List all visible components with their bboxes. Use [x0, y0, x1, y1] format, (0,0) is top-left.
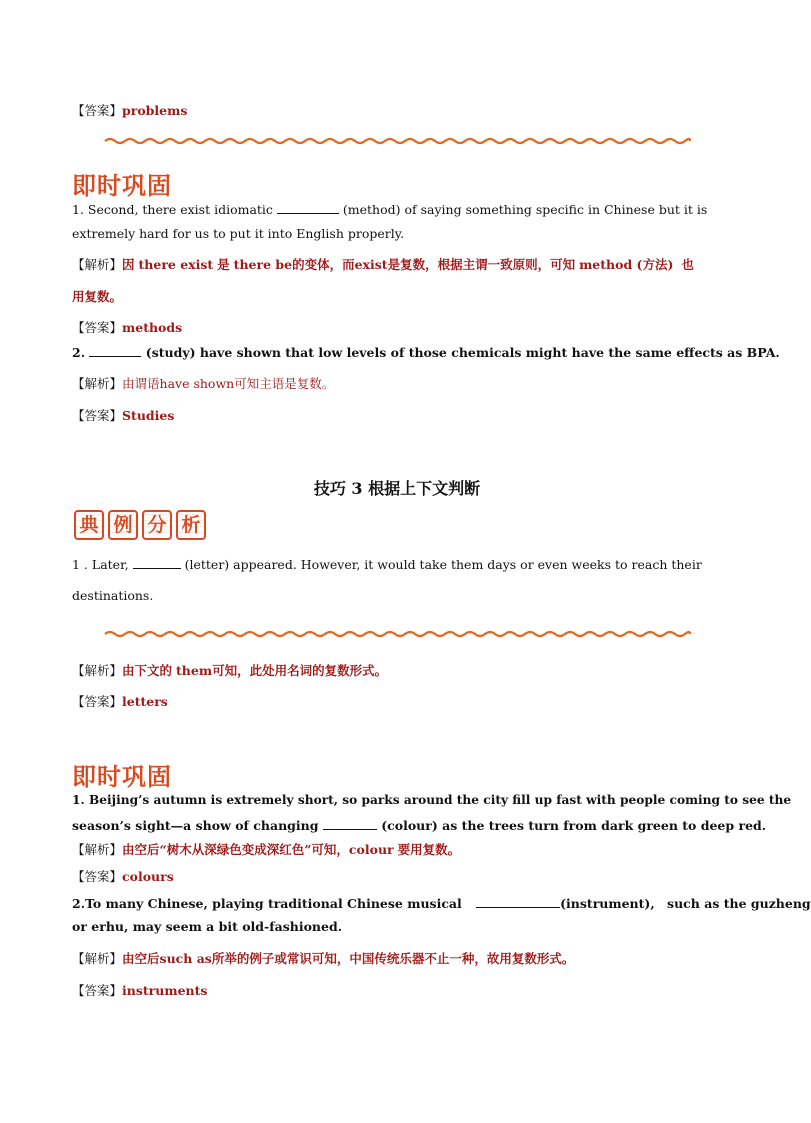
- analysis-2b: [72, 951, 724, 967]
- question-1b-cont: [72, 817, 767, 834]
- question-text: (instrument),: [560, 896, 655, 911]
- question-text: (letter) appeared. However, it would take them days or even weeks to reach their: [184, 557, 702, 572]
- analysis-label: 【解析】: [72, 842, 123, 857]
- answer-1a: [72, 320, 724, 336]
- section-title: 技巧 3 根据上下文判断: [313, 479, 481, 498]
- analysis-text: 由下文的: [122, 663, 173, 678]
- analysis-text: 由谓语: [122, 376, 160, 391]
- question-1b: [72, 792, 792, 808]
- analysis-text: 要用复数。: [397, 842, 461, 857]
- stamp-char: 典: [74, 510, 104, 540]
- analysis-1a: [72, 257, 724, 273]
- question-text: (study) have shown that low levels of those chemicals might have the same effects as BPA.: [145, 345, 780, 360]
- analysis-keyword: such as: [159, 951, 212, 966]
- wavy-divider: [105, 630, 690, 638]
- analysis-keyword: method (方法): [579, 257, 674, 272]
- stamp-char: 例: [108, 510, 138, 540]
- answer-ex1: [72, 694, 724, 710]
- question-text: To many Chinese, playing traditional Chinese musical: [85, 896, 462, 911]
- answer-value: problems: [122, 103, 188, 118]
- answer-label: 【答案】: [72, 408, 123, 423]
- question-1a-cont: extremely hard for us to put it into English properly.: [72, 226, 405, 241]
- example-1-cont: destinations.: [72, 588, 154, 603]
- analysis-keyword: have shown: [159, 376, 235, 391]
- analysis-keyword: exist: [354, 257, 388, 272]
- answer-1b: [72, 869, 724, 885]
- stamp-practice: [72, 757, 172, 792]
- example-1: [72, 556, 724, 573]
- answer-value: Studies: [122, 408, 175, 423]
- analysis-text: 由空后: [122, 951, 160, 966]
- answer-blank: [89, 344, 141, 357]
- stamp-char: 析: [176, 510, 206, 540]
- question-number: 1.: [72, 793, 85, 807]
- question-2b: [72, 895, 811, 912]
- question-text: Later,: [91, 557, 129, 572]
- analysis-text: 的变体，而: [292, 257, 355, 272]
- answer-value: letters: [122, 694, 168, 709]
- analysis-text: 是复数，根据主谓一致原则，可知: [387, 257, 576, 272]
- wavy-divider: [105, 137, 690, 145]
- analysis-text: 可知，此处用名词的复数形式。: [212, 663, 388, 678]
- stamp-text: 即时巩固: [72, 763, 172, 791]
- analysis-text: 可知主语是复数。: [234, 376, 335, 391]
- analysis-1b: [72, 842, 724, 858]
- analysis-text: 所举的例子或常识可知，中国传统乐器不止一种，故用复数形式。: [211, 951, 575, 966]
- analysis-1a-cont: [72, 289, 724, 305]
- question-2b-cont: or erhu, may seem a bit old-fashioned.: [72, 919, 343, 934]
- answer-line-top: [72, 103, 724, 119]
- analysis-label: 【解析】: [72, 376, 123, 391]
- answer-value: instruments: [122, 983, 208, 998]
- stamp-char: 分: [142, 510, 172, 540]
- analysis-text: 是: [217, 257, 230, 272]
- question-text: such as the guzheng: [667, 896, 811, 911]
- analysis-label: 【解析】: [72, 951, 123, 966]
- answer-label: 【答案】: [72, 103, 123, 118]
- analysis-label: 【解析】: [72, 663, 123, 678]
- analysis-keyword: colour: [348, 842, 394, 857]
- answer-label: 【答案】: [72, 983, 123, 998]
- answer-blank: [133, 556, 181, 569]
- question-1a: [72, 201, 724, 218]
- analysis-keyword: them: [176, 663, 213, 678]
- answer-blank: [277, 201, 339, 214]
- analysis-keyword: there exist: [138, 257, 214, 272]
- answer-label: 【答案】: [72, 869, 123, 884]
- answer-label: 【答案】: [72, 694, 123, 709]
- answer-label: 【答案】: [72, 320, 123, 335]
- question-2a: [72, 344, 780, 361]
- answer-blank: [323, 817, 377, 830]
- question-number: 1.: [72, 202, 84, 217]
- analysis-text: 由空后“树木从深绿色变成深红色”可知，: [122, 842, 349, 857]
- analysis-label: 【解析】: [72, 257, 123, 272]
- analysis-keyword: there be: [233, 257, 293, 272]
- analysis-text: 用复数。: [72, 289, 123, 304]
- question-text: Second, there exist idiomatic: [87, 202, 273, 217]
- answer-value: colours: [122, 869, 174, 884]
- question-number: 1 .: [72, 557, 88, 572]
- question-number: 2.: [72, 896, 86, 911]
- analysis-text: 因: [122, 257, 135, 272]
- question-text: Beijing’s autumn is extremely short, so parks around the city fill up fast with people coming to see the: [88, 793, 792, 807]
- analysis-ex1: [72, 663, 724, 679]
- stamp-text: 即时巩固: [72, 172, 172, 200]
- analysis-2a: [72, 376, 724, 392]
- question-text: (method) of saying something specific in Chinese but it is: [342, 202, 708, 217]
- answer-blank: [476, 895, 560, 908]
- analysis-text: 也: [681, 257, 694, 272]
- question-number: 2.: [72, 345, 86, 360]
- question-text: season’s sight—a show of changing: [72, 818, 319, 833]
- stamp-example-analysis: [74, 510, 210, 540]
- answer-value: methods: [122, 320, 183, 335]
- answer-2a: [72, 408, 724, 424]
- answer-2b: [72, 983, 724, 999]
- question-text: (colour) as the trees turn from dark green to deep red.: [381, 818, 767, 833]
- stamp-practice: [72, 166, 172, 201]
